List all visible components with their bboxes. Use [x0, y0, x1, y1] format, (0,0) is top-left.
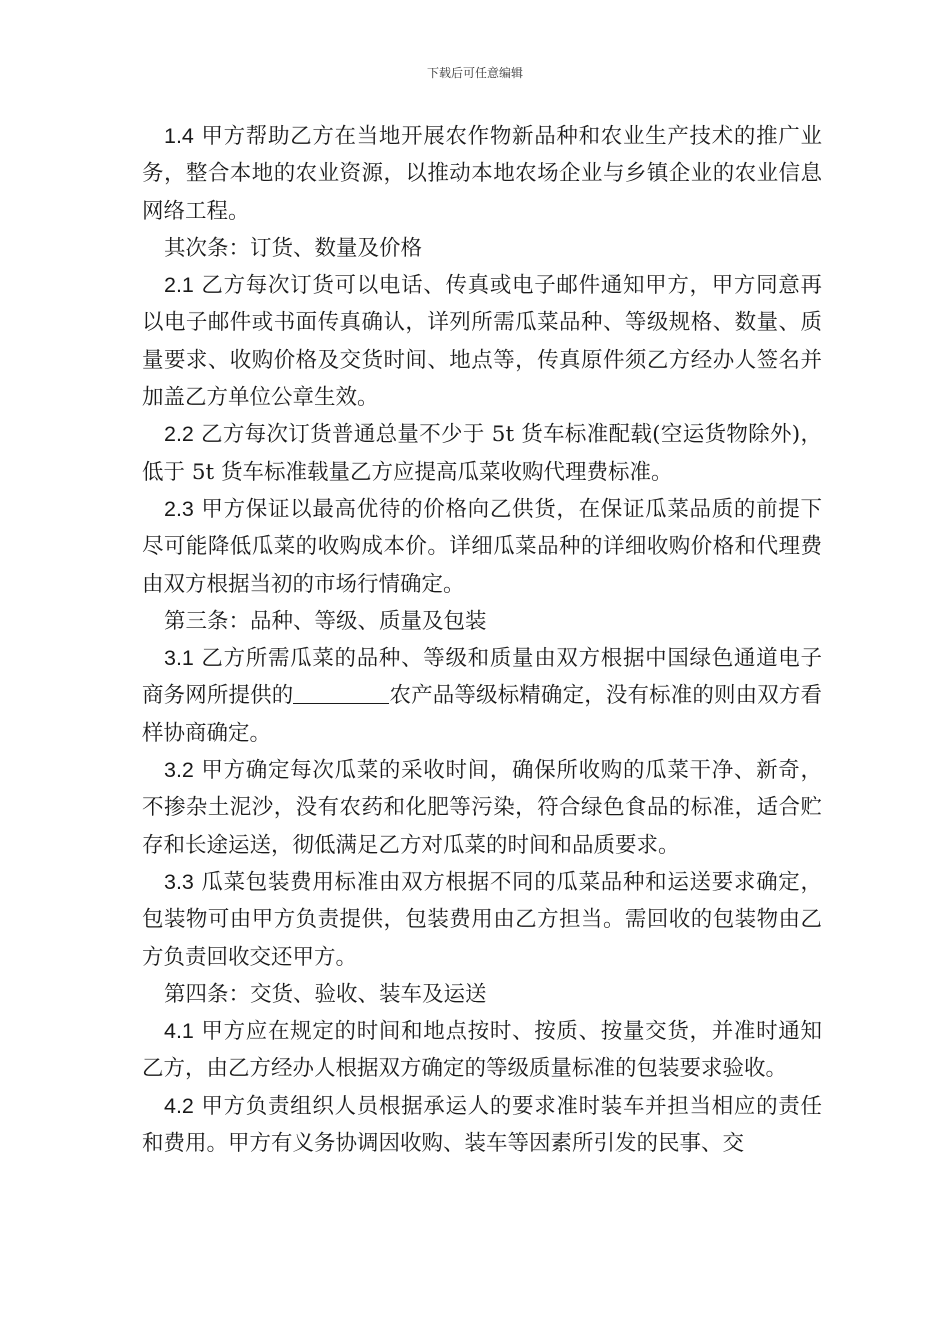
clause-number: 3.2: [164, 758, 194, 783]
clause-4-1: [142, 1013, 822, 1088]
clause-text: 甲方帮助乙方在当地开展农作物新品种和农业生产技术的推广业务，整合本地的农业资源，以推动本地农场企业与乡镇企业的农业信息网络工程。: [142, 124, 822, 224]
clause-number: 4.2: [164, 1093, 194, 1118]
clause-number: 2.1: [164, 273, 194, 298]
clause-text-after: 农产品等级标精确定，没有标准的则由双方看样协商确定。: [142, 683, 822, 746]
clause-number: 1.4: [164, 124, 194, 148]
clause-text: 甲方保证以最高优待的价格向乙供货，在保证瓜菜品质的前提下尽可能降低瓜菜的收购成本价。详细瓜菜品种的详细收购价格和代理费由双方根据当初的市场行情确定。: [142, 496, 822, 597]
clause-3-3: [142, 864, 822, 976]
clause-2-3: [142, 491, 822, 603]
fill-in-blank: [293, 683, 389, 704]
clause-2-1: [142, 267, 822, 416]
clause-text: 甲方应在规定的时间和地点按时、按质、按量交货，并准时通知乙方，由乙方经办人根据双方确定的等级质量标准的包装要求验收。: [142, 1019, 822, 1082]
clause-text: 乙方每次订货可以电话、传真或电子邮件通知甲方，甲方同意再以电子邮件或书面传真确认，详列所需瓜菜品种、等级规格、数量、质量要求、收购价格及交货时间、地点等，传真原件须乙方经办人签名并加盖乙方单位公章生效。: [142, 273, 822, 411]
section-heading-4: 第四条：交货、验收、装车及运送: [164, 981, 487, 1007]
clause-number: 3.1: [164, 646, 194, 671]
document-body: [142, 118, 822, 1162]
clause-1-4: [142, 118, 822, 230]
clause-text: 乙方每次订货普通总量不少于 5t 货车标准配载(空运货物除外)，低于 5t 货车标准载量乙方应提高瓜菜收购代理费标准。: [142, 422, 822, 485]
clause-text: 甲方负责组织人员根据承运人的要求准时装车并担当相应的责任和费用。甲方有义务协调因收购、装车等因素所引发的民事、交: [142, 1093, 822, 1157]
clause-text: 瓜菜包装费用标准由双方根据不同的瓜菜品种和运送要求确定，包装物可由甲方负责提供，包装费用由乙方担当。需回收的包装物由乙方负责回收交还甲方。: [142, 869, 822, 970]
clause-2-2: [142, 416, 822, 491]
clause-number: 2.3: [164, 496, 194, 521]
page-header: 下载后可任意编辑: [426, 66, 523, 80]
clause-3-1: [142, 640, 822, 752]
clause-number: 4.1: [164, 1019, 194, 1044]
clause-3-2: [142, 752, 822, 864]
clause-number: 2.2: [164, 422, 194, 447]
clause-text-before: 乙方所需瓜菜的品种、等级和质量由双方根据中国绿色通道电子商务网所提供的: [142, 646, 822, 709]
section-heading-3: 第三条：品种、等级、质量及包装: [164, 608, 487, 634]
clause-4-2: [142, 1088, 822, 1163]
section-heading-2: 其次条：订货、数量及价格: [164, 235, 423, 261]
clause-text: 甲方确定每次瓜菜的采收时间，确保所收购的瓜菜干净、新奇，不掺杂土泥沙，没有农药和化肥等污染，符合绿色食品的标准，适合贮存和长途运送，彻低满足乙方对瓜菜的时间和品质要求。: [142, 758, 822, 858]
clause-number: 3.3: [164, 869, 194, 894]
